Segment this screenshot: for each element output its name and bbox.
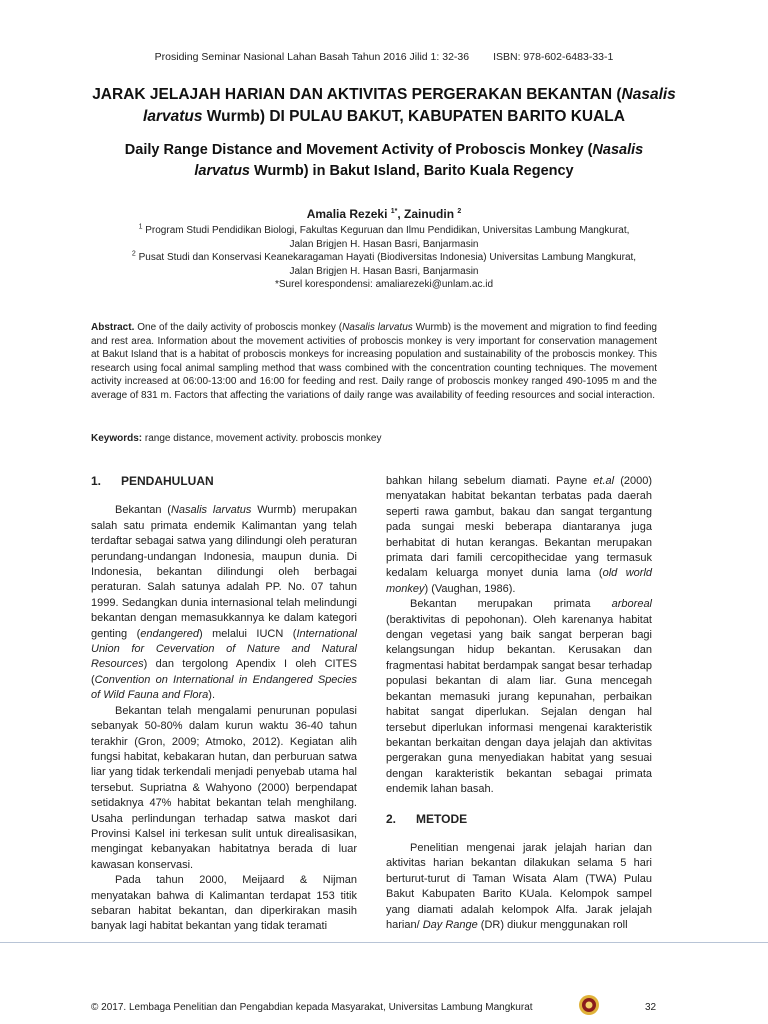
running-header	[0, 51, 768, 63]
section-heading-metode: 2. METODE	[386, 811, 468, 826]
left-column	[91, 474, 357, 935]
right-column	[386, 474, 652, 933]
keywords: Keywords: range distance, movement activity. proboscis monkey	[91, 433, 382, 444]
author-list: Amalia Rezeki $^{1*}$, Zainudin $^2$	[306, 207, 462, 221]
title-english: Daily Range Distance and Movement Activity of Proboscis Monkey (Nasalis larvatus Wurmb) in Bakut Island, Barito Kuala Regency	[124, 142, 644, 179]
footer-divider	[0, 942, 768, 943]
paragraph: Bekantan (Nasalis larvatus Wurmb) merupakan salah satu primata endemik Kalimantan yang telah terdaftar sebagai satwa yang dilindungi oleh peraturan perundang-undangan Indonesia, maupun dunia. Di Indonesia, bekantan dilindungi oleh berbagai peraturan. Salah satunya adalah PP. No. 07 tahun 1999. Sedangkan dunia internasional telah melindungi bekantan dengan memasukkannya ke dalam kategori genting (endangered) melalui IUCN (International Union for Cevervation of Nature and Natural Resources) dan tergolong Apendix I oleh CITES (Convention on International in Endangered Species of Wild Fauna and Flora).	[91, 504, 358, 702]
paragraph: Penelitian mengenai jarak jelajah harian dan aktivitas harian bekantan dilakukan selama 5 hari berturut-turut di Taman Wisata Alam (TWA) Pulau Bakut Kabupaten Barito KUala. Kelompok sampel yang diamati adalah kelompok Alfa. Jarak jelajah harian/ Day Range (DR) diukur menggunakan roll	[386, 841, 652, 931]
university-logo-icon	[578, 994, 600, 1016]
section-heading-pendahuluan: 1. PENDAHULUAN	[91, 474, 214, 488]
proceedings-citation: Prosiding Seminar Nasional Lahan Basah Tahun 2016 Jilid 1: 32-36	[154, 51, 470, 63]
footer-copyright: © 2017. Lembaga Penelitian dan Pengabdian kepada Masyarakat, Universitas Lambung Mangkurat	[91, 1002, 533, 1013]
paragraph: Pada tahun 2000, Meijaard & Nijman menyatakan bahwa di Kalimantan terdapat 153 titik sebaran habitat bekantan, dan diperkirakan masih banyak lagi habitat bekantan yang tidak teramati	[91, 874, 357, 933]
page-number: 32	[645, 1002, 657, 1013]
paragraph: Bekantan telah mengalami penurunan populasi sebanyak 50-80% dalam kurun waktu 36-40 tahun terakhir (Gron, 2009; Atmoko, 2012). Kegiatan alih fungsi habitat, kebakaran hutan, dan perburuan satwa liar yang tidak terkendali menjadi penyebab utama hal tersebut. Supriatna & Wahyono (2000) berpendapat setidaknya 47% habitat bekantan telah menghilang. Usaha perlindungan terhadap satwa maskot dari Provinsi Kalsel ini terkesan sulit untuk direalisasikan, mengingat kebanyakan habitatnya berada di luar kawasan konservasi.	[91, 704, 357, 871]
paragraph: Bekantan merupakan primata arboreal (beraktivitas di pepohonan). Oleh karenanya habitat dengan vegetasi yang baik sangat berperan bagi kelangsungan hidup bekantan. Kerusakan dan fragmentasi habitat berdampak sangat besar terhadap populasi bekantan di alam liar. Guna mencegah bekantan memasuki jurang kepunahan, perbaikan habitat sangat diperlukan. Sejalan dengan hal tersebut diperlukan informasi mengenai karakteristik bekantan berkaitan dengan daya jelajah dan aktivitas pergerakan guna menyediakan habitat yang sesuai dengan karakteristik bekantan sebagai primata endemik lahan basah.	[386, 598, 652, 796]
correspondence-email: *Surel korespondensi: amaliarezeki@unlam.ac.id	[274, 279, 494, 290]
keywords-label: Keywords:	[91, 433, 143, 444]
paragraph: bahkan hilang sebelum diamati. Payne et.al (2000) menyatakan habitat bekantan terbatas pada daerah seperti rawa gambut, bakau dan sangat tergantung pada sungai meski beberapa diantaranya juga berhabitat di hutan kerangas. Bekantan merupakan primata dari famili cercopithecidae yang termasuk kedalam keluarga monyet dunia lama (old world monkey) (Vaughan, 1986).	[386, 475, 653, 595]
isbn: ISBN: 978-602-6483-33-1	[493, 51, 614, 63]
abstract: Abstract. One of the daily activity of proboscis monkey (Nasalis larvatus Wurmb) is the movement and migration to find feeding and rest area. Information about the movement activities of proboscis monkey is very important for conservation management at Bakut Island that is a habitat of proboscis monkeys for increasing population and sustainability of the proboscis monkey. This research using focal animal sampling method that wass combined with the concentration counting techniques. The movement activity increased at 06:00-13:00 and 16:00 for feeding and rest. Daily range of proboscis monkey ranged 490-1095 m and the average of 831 m. Factors that affecting the variations of daily range was availability of feeding resources and social interaction.	[91, 322, 657, 401]
abstract-label: Abstract.	[91, 322, 135, 333]
affiliations: $^1$ Program Studi Pendidikan Biologi, Fakultas Keguruan dan Ilmu Pendidikan, Universitas Lambung Mangkurat, Jalan Brigjen H. Hasan Basri, Banjarmasin $^2$ Pusat Studi dan Konservasi Keanekaragaman Hayati (Biodiversitas Indonesia) Universitas Lambung Mangkurat, Jalan Brigjen H. Hasan Basri, Banjarmasin *Surel korespondensi: amaliarezeki@unlam.ac.id	[131, 223, 637, 290]
title-indonesian: JARAK JELAJAH HARIAN DAN AKTIVITAS PERGERAKAN BEKANTAN (Nasalis larvatus Wurmb) DI PULAU BAKUT, KABUPATEN BARITO KUALA	[92, 86, 676, 125]
